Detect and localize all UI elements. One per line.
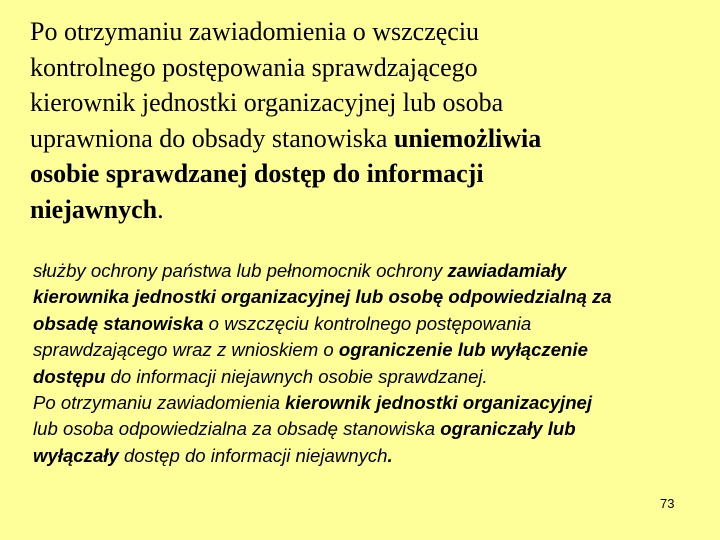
secondary-paragraph xyxy=(33,258,693,469)
main-line-2: kontrolnego postępowania sprawdzającego xyxy=(30,52,478,82)
sec-line-3-bold: obsadę stanowiska xyxy=(33,312,204,334)
sec-line-1-bold: zawiadamiały xyxy=(447,260,567,281)
main-line-6-bold: niejawnych xyxy=(30,194,158,224)
sec-line-2 xyxy=(33,284,693,310)
main-line-3: kierownik jednostki organizacyjnej lub osoba xyxy=(30,88,504,117)
main-line-6 xyxy=(30,192,700,228)
sec-line-7-text: lub osoba odpowiedzialna za obsadę stanowiska xyxy=(33,418,441,440)
main-line-4-bold: uniemożliwia xyxy=(393,123,542,153)
sec-line-5-bold: dostępu xyxy=(33,365,106,387)
sec-line-4-text: sprawdzającego wraz z wnioskiem o xyxy=(33,339,339,361)
sec-line-8 xyxy=(33,443,693,469)
sec-line-2-bold: kierownika jednostki organizacyjnej lub osobę odpowiedzialną za xyxy=(33,286,612,308)
page-number: 73 xyxy=(660,496,675,511)
sec-line-6-bold: kierownik jednostki organizacyjnej xyxy=(285,392,593,414)
sec-line-1 xyxy=(33,258,693,284)
sec-line-8-bold: wyłączały xyxy=(33,444,119,466)
main-line-6-period: . xyxy=(157,194,164,224)
sec-line-4 xyxy=(33,337,693,363)
sec-line-3-text: o wszczęciu kontrolnego postępowania xyxy=(203,312,532,334)
sec-line-5-text: do informacji niejawnych osobie sprawdzanej. xyxy=(105,365,488,387)
main-line-5-bold: osobie sprawdzanej dostęp do informacji xyxy=(30,159,484,188)
main-paragraph xyxy=(30,14,700,227)
sec-line-3 xyxy=(33,311,693,337)
main-line-4 xyxy=(30,121,700,157)
sec-line-4-bold: ograniczenie lub wyłączenie xyxy=(338,339,588,361)
sec-line-6-text: Po otrzymaniu zawiadomienia xyxy=(33,392,286,414)
sec-line-1-text: służby ochrony państwa lub pełnomocnik ochrony xyxy=(33,260,448,281)
sec-line-8-period: . xyxy=(387,444,393,466)
main-line-5 xyxy=(30,156,700,192)
sec-line-6 xyxy=(33,390,693,416)
sec-line-7 xyxy=(33,416,693,442)
main-line-1: Po otrzymaniu zawiadomienia o wszczęciu xyxy=(30,17,480,46)
main-line-4-text: uprawniona do obsady stanowiska xyxy=(30,123,394,153)
sec-line-7-bold: ograniczały lub xyxy=(440,418,576,440)
sec-line-5 xyxy=(33,364,693,390)
sec-line-8-text: dostęp do informacji niejawnych xyxy=(118,444,388,466)
